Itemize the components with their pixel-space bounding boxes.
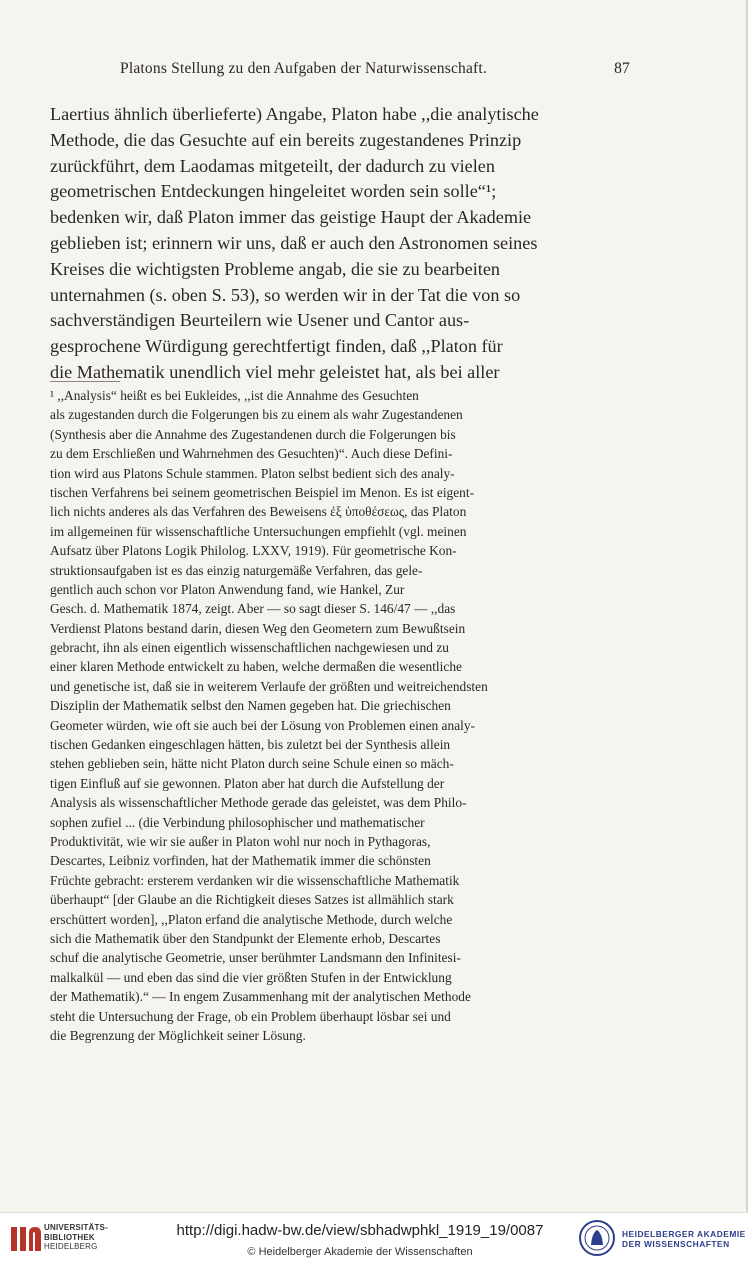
- text-line: gesprochene Würdigung gerechtfertigt finden, daß ,,Platon für: [50, 336, 503, 357]
- footnote-line: Verdienst Platons bestand darin, diesen Weg den Geometern zum Bewußtsein: [50, 620, 466, 636]
- hadw-logo-text: [622, 1229, 746, 1249]
- running-title: Platons Stellung zu den Aufgaben der Naturwissenschaft.: [120, 60, 487, 77]
- text-line: sachverständigen Beurteilern wie Usener und Cantor aus-: [50, 310, 470, 331]
- footnote-line: tischen Verfahrens bei seinem geometrischen Beispiel im Menon. Es ist eigent-: [50, 484, 475, 500]
- footnote-line: einer klaren Methode entwickelt zu haben, welche dermaßen die wesentliche: [50, 659, 462, 675]
- text-line: geblieben ist; erinnern wir uns, daß er auch den Astronomen seines: [50, 232, 538, 253]
- footnote-line: die Begrenzung der Möglichkeit seiner Lösung.: [50, 1027, 306, 1043]
- footnote-line: der Mathematik).“ — In engem Zusammenhang mit der analytischen Methode: [50, 989, 471, 1005]
- footnote-line: tion wird aus Platons Schule stammen. Platon selbst bedient sich des analy-: [50, 465, 455, 481]
- text-line: Kreises die wichtigsten Probleme angab, die sie zu bearbeiten: [50, 258, 500, 279]
- hadw-logo-line2: DER WISSENSCHAFTEN: [622, 1239, 730, 1249]
- footnote-line: im allgemeinen für wissenschaftliche Untersuchungen empfiehlt (vgl. meinen: [50, 523, 467, 539]
- footnote-line: Geometer würden, wie oft sie auch bei der Lösung von Problemen einen analy-: [50, 717, 476, 733]
- footnote-rule: [50, 381, 120, 382]
- ub-heidelberg-logo-text: [44, 1223, 108, 1252]
- ub-heidelberg-logo-icon: [8, 1221, 42, 1255]
- footnote-line: gentlich auch schon vor Platon Anwendung fand, wie Hankel, Zur: [50, 581, 405, 597]
- footnote-line: ¹ ,,Analysis“ heißt es bei Eukleides, ,,ist die Annahme des Gesuchten: [50, 388, 419, 403]
- main-text: [50, 102, 640, 386]
- text-line: Laertius ähnlich überlieferte) Angabe, Platon habe ,,die analytische: [50, 104, 539, 124]
- text-line: bedenken wir, daß Platon immer das geistige Haupt der Akademie: [50, 207, 532, 228]
- footnote-line: zu dem Erschließen und Wahrnehmen des Gesuchten)“. Auch diese Defini-: [50, 446, 453, 462]
- permalink-url[interactable]: http://digi.hadw-bw.de/view/sbhadwphkl_1919_19/0087: [176, 1222, 544, 1239]
- footnote-line: erschüttert worden], ,,Platon erfand die analytische Methode, durch welche: [50, 911, 453, 927]
- footnote-line: überhaupt“ [der Glaube an die Richtigkeit dieses Satzes ist allmählich stark: [50, 892, 454, 908]
- footnote-line: und genetische ist, daß sie in weiterem Verlaufe der größten und weitreichendsten: [50, 678, 488, 694]
- viewer-footer: [0, 1212, 748, 1266]
- footnote-line: malkalkül — und eben das sind die vier größten Stufen in der Entwicklung: [50, 969, 452, 985]
- page-number: 87: [614, 60, 630, 77]
- text-line: zurückführt, dem Laodamas mitgeteilt, der dadurch zu vielen: [50, 155, 495, 176]
- footnote-line: Aufsatz über Platons Logik Philolog. LXXV, 1919). Für geometrische Kon-: [50, 543, 457, 559]
- footnote-line: stehen geblieben sein, hätte nicht Platon durch seine Schule einen so mäch-: [50, 756, 454, 772]
- footnote-line: Gesch. d. Mathematik 1874, zeigt. Aber — so sagt dieser S. 146/47 — ,,das: [50, 601, 456, 617]
- ub-logo-line2: BIBLIOTHEK: [44, 1232, 95, 1242]
- footnote-line: Früchte gebracht: ersterem verdanken wir die wissenschaftliche Mathematik: [50, 872, 460, 888]
- copyright-notice: © Heidelberger Akademie der Wissenschaften: [247, 1246, 473, 1258]
- footnote-line: Descartes, Leibniz vorfinden, hat der Mathematik immer die schönsten: [50, 853, 431, 869]
- footnote-line: steht die Untersuchung der Frage, ob ein Problem überhaupt lösbar sei und: [50, 1008, 451, 1024]
- footnote-line: gebracht, ihn als einen eigentlich wissenschaftlichen nachgewiesen und zu: [50, 640, 449, 656]
- hadw-logo-line1: HEIDELBERGER AKADEMIE: [622, 1229, 746, 1239]
- text-line: unternahmen (s. oben S. 53), so werden wir in der Tat die von so: [50, 284, 521, 305]
- ub-logo-line3: HEIDELBERG: [44, 1242, 98, 1251]
- footnote: [50, 386, 640, 1045]
- footnote-line: als zugestanden durch die Folgerungen bis zu einem als wahr Zugestandenen: [50, 407, 463, 423]
- footnote-line: sophen zufiel ... (die Verbindung philosophischer und mathematischer: [50, 814, 425, 830]
- footnote-line: lich nichts anderes als das Verfahren des Beweisens ἐξ ὑποθέσεως, das Platon: [50, 504, 467, 520]
- text-line: geometrischen Entdeckungen hingeleitet worden sein solle“¹;: [50, 181, 497, 202]
- footnote-line: struktionsaufgaben ist es das einzig naturgemäße Verfahren, das gele-: [50, 562, 423, 578]
- footnote-line: (Synthesis aber die Annahme des Zugestandenen durch die Folgerungen bis: [50, 426, 456, 442]
- ub-logo-line1: UNIVERSITÄTS-: [44, 1223, 108, 1232]
- footnote-line: Analysis als wissenschaftlicher Methode gerade das geleistet, was dem Philo-: [50, 795, 467, 811]
- text-line: Methode, die das Gesuchte auf ein bereits zugestandenes Prinzip: [50, 129, 522, 150]
- footnote-line: tigen Einfluß auf sie gewonnen. Platon aber hat durch die Aufstellung der: [50, 775, 445, 791]
- footnote-line: tischen Gedanken eingeschlagen hätten, bis zuletzt bei der Synthesis allein: [50, 737, 451, 753]
- footnote-line: sich die Mathematik über den Standpunkt der Elemente erhob, Descartes: [50, 930, 441, 946]
- footnote-line: Disziplin der Mathematik selbst den Namen gegeben hat. Die griechischen: [50, 698, 451, 714]
- hadw-seal-icon: [578, 1219, 616, 1257]
- text-line: die Mathematik unendlich viel mehr geleistet hat, als bei aller: [50, 361, 500, 382]
- footnote-line: Produktivität, wie wir sie außer in Platon wohl nur noch in Pythagoras,: [50, 833, 431, 849]
- footnote-line: schuf die analytische Geometrie, unser berühmter Landsmann den Infinitesi-: [50, 950, 461, 966]
